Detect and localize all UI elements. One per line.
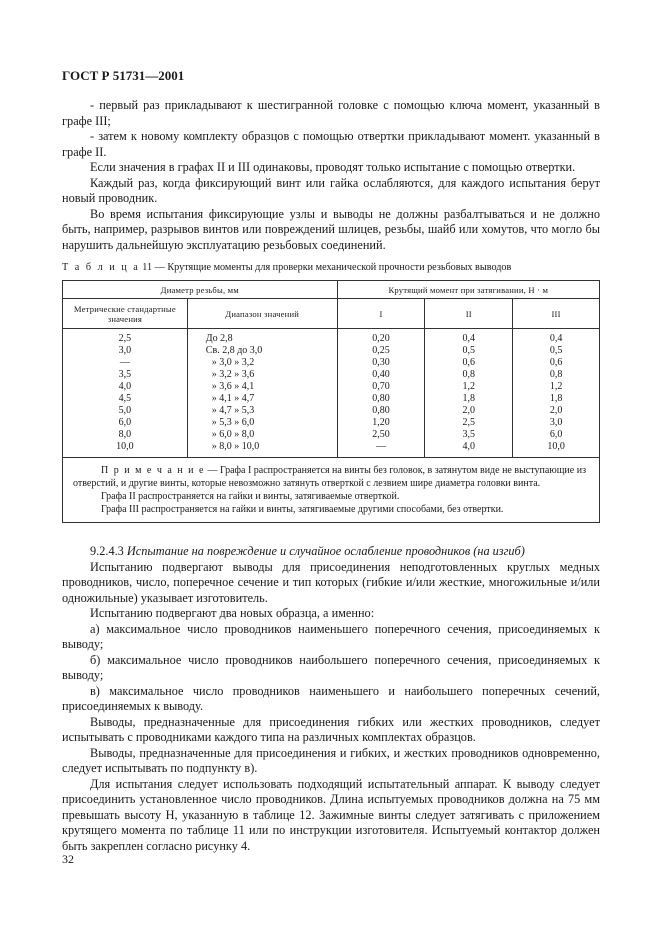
paragraph: Если значения в графах II и III одинаковы, проводят только испытание с помощью отвертки.: [90, 160, 576, 174]
section-title: Испытание на повреждение и случайное ослабление проводников (на изгиб): [126, 544, 525, 558]
table-cell: 0,4: [549, 333, 563, 344]
table-cell: 2,0: [549, 405, 563, 416]
table-note: [63, 458, 600, 523]
paragraph: - затем к новому комплекту образцов с помощью отвертки прикладывают момент. указанный в графе II.: [62, 129, 600, 159]
table-cell: 6,0: [118, 417, 132, 428]
document-header: ГОСТ Р 51731—2001: [62, 68, 185, 83]
table-cell: 6,0: [549, 429, 563, 440]
table-cell: 3,0: [118, 345, 132, 356]
paragraph: Для испытания следует использовать подходящий испытательный аппарат. К выводу следует присоединить установленное число проводников. Длина испытуемых проводников должна на 75 мм превышать высоту Н, указанную в таблице 12. Зажимные винты следует затягивать с приложением крутящего момента по таблице 11 или по инструкции изготовителя. Испытуемый контактор должен быть закреплен согласно рисунку 4.: [62, 776, 600, 853]
table-cell: 0,8: [549, 369, 563, 380]
header-diameter: Диаметр резьбы, мм: [63, 281, 338, 299]
table-cell: » 4,1 » 4,7: [211, 393, 255, 404]
table-cell: 0,5: [549, 345, 563, 356]
table-cell: 0,4: [462, 333, 476, 344]
table-cell: 10,0: [547, 441, 565, 452]
table-cell: 2,0: [462, 405, 476, 416]
paragraph: Выводы, предназначенные для присоединения гибких или жестких проводников, следует испытывать с проводниками каждого типа на различных комплектах образцов.: [62, 714, 600, 744]
table-cell: До 2,8: [205, 333, 233, 344]
table-cell: 2,5: [118, 333, 132, 344]
table-cell: 2,5: [462, 417, 476, 428]
table-cell: 0,70: [372, 381, 390, 392]
table-caption-text: — Крутящие моменты для проверки механической прочности резьбовых выводов: [154, 262, 512, 273]
table-cell: —: [375, 441, 386, 452]
column-metric-values: [63, 329, 188, 458]
column-II-values: [425, 329, 513, 458]
table-cell: 3,0: [549, 417, 563, 428]
table-cell: » 3,2 » 3,6: [211, 369, 255, 380]
section-number: 9.2.4.3: [90, 544, 124, 558]
list-item: а) максимальное число проводников наименьшего поперечного сечения, присоединяемых к выводу;: [62, 621, 600, 651]
note-label: П р и м е ч а н и е: [101, 465, 205, 476]
table-cell: 1,20: [372, 417, 390, 428]
header-torque: Крутящий момент при затягивании, Н · м: [337, 281, 599, 299]
table-cell: 0,40: [372, 369, 390, 380]
subheader-II: II: [425, 299, 513, 329]
subheader-III: III: [513, 299, 600, 329]
table-cell: 0,80: [372, 405, 390, 416]
list-item: в) максимальное число проводников наименьшего и наибольшего поперечных сечений, присоединяемых к выводу.: [62, 683, 600, 713]
table-cell: 3,5: [462, 429, 476, 440]
table-cell: Св. 2,8 до 3,0: [205, 345, 263, 356]
table-cell: » 8,0 » 10,0: [211, 441, 260, 452]
table-cell: 8,0: [118, 429, 132, 440]
table-cell: 0,6: [462, 357, 476, 368]
table-caption-prefix: Т а б л и ц а: [62, 262, 140, 273]
table-cell: » 6,0 » 8,0: [211, 429, 255, 440]
table-cell: 0,80: [372, 393, 390, 404]
note-text: — Графа I распространяется на винты без головок, в затянутом виде не выступающие из отверстий, и другие винты, которые невозможно затянуть отверткой с лезвием шире диаметра головки винта.: [73, 465, 587, 489]
table-cell: 1,2: [462, 381, 476, 392]
table-cell: 1,2: [549, 381, 563, 392]
column-range-values: [187, 329, 337, 458]
table-cell: 10,0: [116, 441, 134, 452]
table-caption: [62, 262, 602, 273]
torque-table: [62, 280, 600, 523]
top-text-block: [62, 98, 600, 253]
column-III-values: [513, 329, 600, 458]
table-cell: 3,5: [118, 369, 132, 380]
subheader-metric: Метрические стандартные значения: [63, 299, 188, 329]
table-cell: » 3,0 » 3,2: [211, 357, 255, 368]
table-cell: 2,50: [372, 429, 390, 440]
table-cell: 5,0: [118, 405, 132, 416]
table-cell: 0,6: [549, 357, 563, 368]
bottom-text-block: [62, 544, 600, 854]
table-cell: 4,0: [462, 441, 476, 452]
paragraph: - первый раз прикладывают к шестигранной головке с помощью ключа момент, указанный в графе III;: [62, 98, 600, 128]
table-cell: 0,5: [462, 345, 476, 356]
note-paragraph: [73, 464, 589, 490]
subheader-I: I: [337, 299, 425, 329]
table-cell: 1,8: [462, 393, 476, 404]
table-cell: » 3,6 » 4,1: [211, 381, 255, 392]
note-paragraph: Графа II распространяется на гайки и винты, затягиваемые отверткой.: [101, 491, 400, 502]
paragraph: Испытанию подвергают два новых образца, а именно:: [90, 606, 375, 620]
table-cell: 4,5: [118, 393, 132, 404]
table-cell: 0,25: [372, 345, 390, 356]
table-cell: 1,8: [549, 393, 563, 404]
paragraph: Выводы, предназначенные для присоединения и гибких, и жестких проводников одновременно, следует испытывать по подпункту в).: [62, 745, 600, 775]
page-number: 32: [62, 852, 74, 866]
paragraph: Испытанию подвергают выводы для присоединения неподготовленных круглых медных проводников, число, поперечное сечение и тип которых (гибкие и/или жесткие, многожильные и/или одножильные) указывает изготовитель.: [62, 559, 600, 605]
list-item: б) максимальное число проводников наибольшего поперечного сечения, присоединяемых к выводу;: [62, 652, 600, 682]
table-cell: » 5,3 » 6,0: [211, 417, 255, 428]
table-cell: 4,0: [118, 381, 132, 392]
subheader-range: Диапазон значений: [187, 299, 337, 329]
paragraph: Во время испытания фиксирующие узлы и выводы не должны разбалтываться и не должно быть, например, разрывов винтов или повреждений шлицев, резьбы, шайб или хомутов, что могло бы нарушить дальнейшую эксплуатацию резьбовых соединений.: [62, 206, 600, 252]
table-cell: 0,8: [462, 369, 476, 380]
table-cell: 0,20: [372, 333, 390, 344]
table-cell: —: [119, 357, 130, 368]
section-heading: [62, 544, 600, 560]
table-caption-number: 11: [142, 262, 153, 273]
column-I-values: [337, 329, 425, 458]
paragraph: Каждый раз, когда фиксирующий винт или гайка ослабляются, для каждого испытания берут новый проводник.: [62, 175, 600, 205]
table-cell: 0,30: [372, 357, 390, 368]
note-paragraph: Графа III распространяется на гайки и винты, затягиваемые другими способами, без отвертки.: [101, 504, 504, 515]
table-cell: » 4,7 » 5,3: [211, 405, 255, 416]
